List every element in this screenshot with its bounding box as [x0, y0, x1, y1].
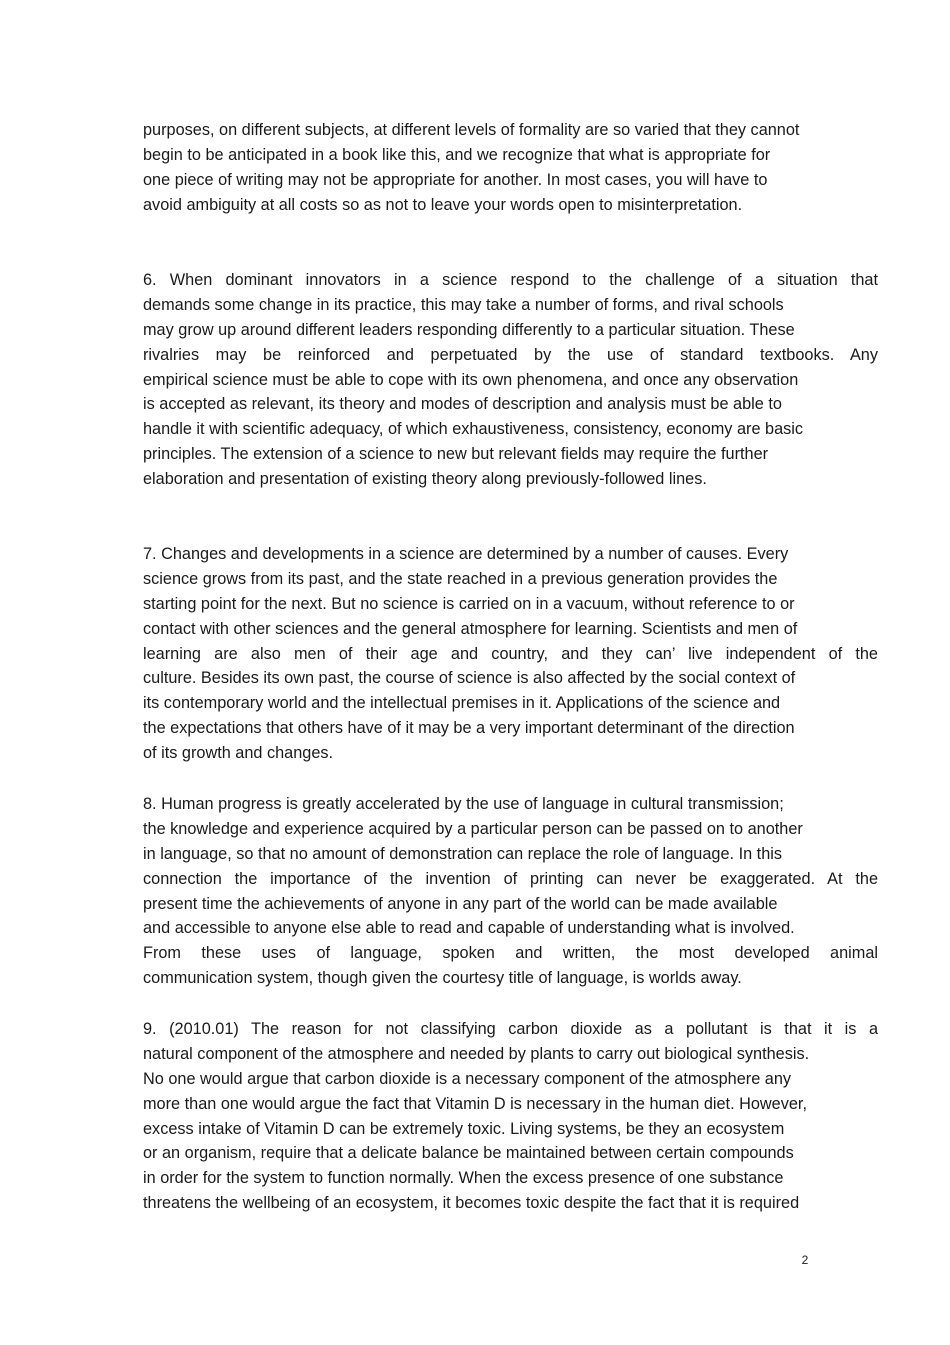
text-line: begin to be anticipated in a book like this, and we recognize that what is appropriate for: [143, 145, 771, 164]
text-line: and accessible to anyone else able to read and capable of understanding what is involved.: [143, 919, 795, 938]
text-line: From these uses of language, spoken and written, the most developed animal: [143, 944, 878, 963]
text-line: connection the importance of the invention of printing can never be exaggerated. At the: [143, 869, 878, 888]
text-line: one piece of writing may not be appropriate for another. In most cases, you will have to: [143, 170, 768, 189]
text-line: 8. Human progress is greatly accelerated by the use of language in cultural transmission;: [143, 795, 784, 813]
paragraph-6: [143, 268, 878, 492]
text-line: of its growth and changes.: [143, 744, 334, 763]
text-line: contact with other sciences and the general atmosphere for learning. Scientists and men of: [143, 619, 798, 638]
text-line: the knowledge and experience acquired by a particular person can be passed on to another: [143, 819, 803, 838]
text-line: science grows from its past, and the state reached in a previous generation provides the: [143, 569, 778, 588]
text-line: 9. (2010.01) The reason for not classifying carbon dioxide as a pollutant is that it is a: [143, 1020, 878, 1038]
paragraph-7: [143, 542, 878, 766]
text-line: excess intake of Vitamin D can be extremely toxic. Living systems, be they an ecosystem: [143, 1119, 785, 1138]
page-number: 2: [801, 1253, 809, 1267]
text-line: avoid ambiguity at all costs so as not to leave your words open to misinterpretation.: [143, 195, 743, 214]
text-line: rivalries may be reinforced and perpetuated by the use of standard textbooks. Any: [143, 345, 878, 364]
paragraph-continuation: [143, 118, 878, 218]
text-line: more than one would argue the fact that Vitamin D is necessary in the human diet. However,: [143, 1094, 807, 1113]
text-line: may grow up around different leaders responding differently to a particular situation. These: [143, 320, 795, 339]
text-line: or an organism, require that a delicate balance be maintained between certain compounds: [143, 1144, 794, 1163]
text-line: natural component of the atmosphere and needed by plants to carry out biological synthesis.: [143, 1044, 810, 1063]
text-line: in order for the system to function normally. When the excess presence of one substance: [143, 1169, 784, 1188]
text-line: principles. The extension of a science to new but relevant fields may require the further: [143, 445, 769, 464]
text-line: purposes, on different subjects, at different levels of formality are so varied that they cannot: [143, 121, 800, 139]
text-line: 7. Changes and developments in a science are determined by a number of causes. Every: [143, 545, 789, 563]
text-line: demands some change in its practice, this may take a number of forms, and rival schools: [143, 295, 784, 314]
text-line: empirical science must be able to cope with its own phenomena, and once any observation: [143, 370, 799, 389]
text-line: 6. When dominant innovators in a science respond to the challenge of a situation that: [143, 271, 878, 289]
paragraph-8: [143, 792, 878, 991]
text-line: No one would argue that carbon dioxide is a necessary component of the atmosphere any: [143, 1069, 792, 1088]
text-line: starting point for the next. But no science is carried on in a vacuum, without reference to or: [143, 594, 795, 613]
text-line: threatens the wellbeing of an ecosystem, it becomes toxic despite the fact that it is required: [143, 1194, 800, 1213]
text-line: learning are also men of their age and country, and they can’ live independent of the: [143, 644, 878, 663]
text-line: present time the achievements of anyone in any part of the world can be made available: [143, 894, 778, 913]
text-line: elaboration and presentation of existing theory along previously-followed lines.: [143, 470, 707, 489]
text-line: its contemporary world and the intellectual premises in it. Applications of the science and: [143, 694, 781, 713]
text-line: in language, so that no amount of demonstration can replace the role of language. In this: [143, 844, 783, 863]
text-line: the expectations that others have of it may be a very important determinant of the direction: [143, 719, 795, 738]
text-line: handle it with scientific adequacy, of which exhaustiveness, consistency, economy are basic: [143, 420, 804, 439]
text-line: communication system, though given the courtesy title of language, is worlds away.: [143, 969, 742, 988]
text-line: culture. Besides its own past, the course of science is also affected by the social context of: [143, 669, 796, 688]
paragraph-9: [143, 1017, 878, 1216]
text-line: is accepted as relevant, its theory and modes of description and analysis must be able to: [143, 395, 782, 414]
